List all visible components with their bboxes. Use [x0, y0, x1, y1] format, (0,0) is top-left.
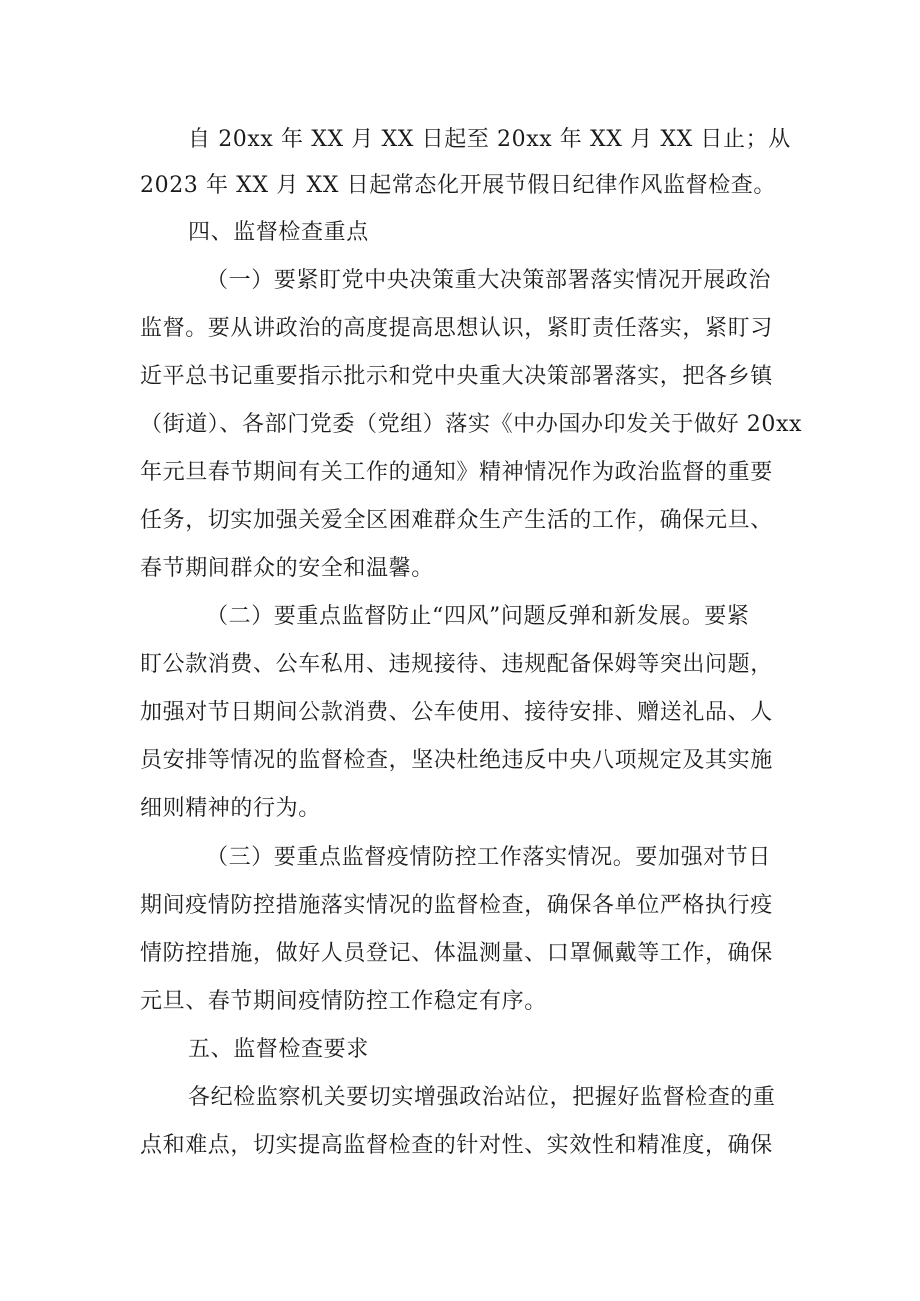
- paragraph-line: 期间疫情防控措施落实情况的监督检查，确保各单位严格执行疫: [140, 893, 773, 918]
- paragraph-line: 年元旦春节期间有关工作的通知》精神情况作为政治监督的重要: [140, 460, 773, 485]
- paragraph-line: 2023 年 XX 月 XX 日起常态化开展节假日纪律作风监督检查。: [140, 173, 777, 198]
- paragraph-line: 点和难点，切实提高监督检查的针对性、实效性和精准度，确保: [140, 1133, 773, 1158]
- paragraph-line: 各纪检监察机关要切实增强政治站位，把握好监督检查的重: [188, 1085, 776, 1110]
- paragraph-line: （街道）、各部门党委（党组）落实《中办国办印发关于做好 20xx: [140, 412, 803, 437]
- paragraph-line: 元旦、春节期间疫情防控工作稳定有序。: [140, 989, 547, 1014]
- paragraph-line: 情防控措施，做好人员登记、体温测量、口罩佩戴等工作，确保: [140, 941, 773, 966]
- paragraph-line: 监督。要从讲政治的高度提高思想认识，紧盯责任落实，紧盯习: [140, 316, 773, 341]
- paragraph-line: 自 20xx 年 XX 月 XX 日起至 20xx 年 XX 月 XX 日止；从: [188, 127, 791, 152]
- paragraph-line: 春节期间群众的安全和温馨。: [140, 556, 434, 581]
- paragraph-line: 近平总书记重要指示批示和党中央重大决策部署落实，把各乡镇: [140, 364, 773, 389]
- paragraph-line: 任务，切实加强关爱全区困难群众生产生活的工作，确保元旦、: [140, 508, 773, 533]
- paragraph-line: 加强对节日期间公款消费、公车使用、接待安排、赠送礼品、人: [140, 700, 773, 725]
- section-heading-5: 五、监督检查要求: [188, 1037, 369, 1062]
- subsection-heading-2: （二）要重点监督防止“四风”问题反弹和新发展。要紧: [206, 604, 750, 629]
- subsection-heading-1: （一）要紧盯党中央决策重大决策部署落实情况开展政治: [206, 268, 772, 293]
- paragraph-line: 盯公款消费、公车私用、违规接待、违规配备保姆等突出问题，: [140, 652, 773, 677]
- section-heading-4: 四、监督检查重点: [188, 220, 369, 245]
- paragraph-line: 员安排等情况的监督检查，坚决杜绝违反中央八项规定及其实施: [140, 748, 773, 773]
- paragraph-line: 细则精神的行为。: [140, 796, 321, 821]
- subsection-heading-3: （三）要重点监督疫情防控工作落实情况。要加强对节日: [206, 845, 772, 870]
